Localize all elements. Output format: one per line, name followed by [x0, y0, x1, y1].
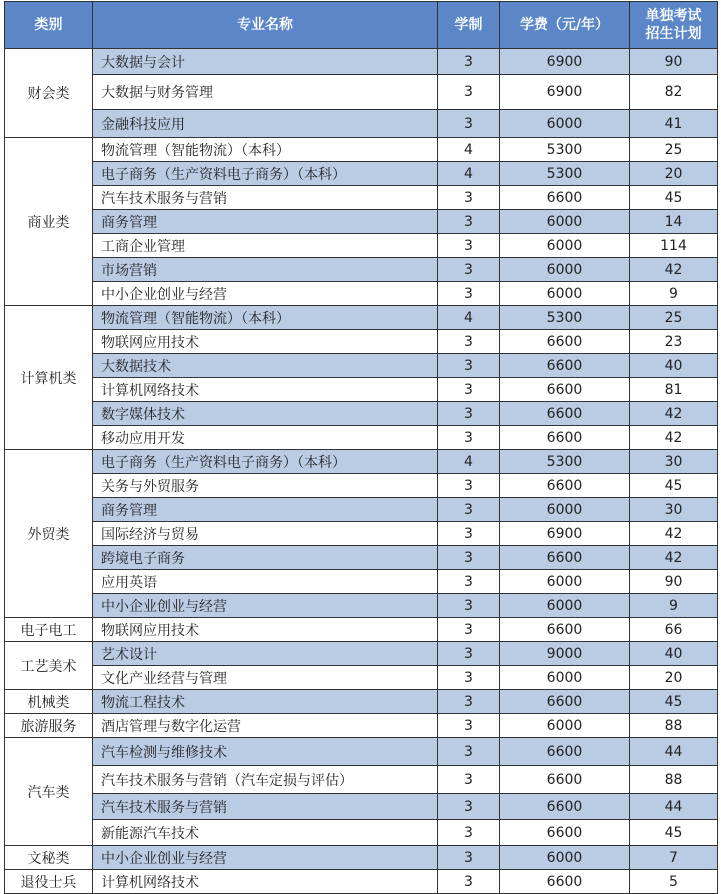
- quota-cell: 40: [630, 642, 718, 666]
- tuition-cell: 6000: [500, 258, 630, 282]
- tuition-cell: 6600: [500, 820, 630, 846]
- quota-cell: 45: [630, 820, 718, 846]
- table-row: [5, 234, 718, 258]
- table-row: [5, 378, 718, 402]
- category-cell: 计算机类: [5, 306, 93, 450]
- header-quota-line2: 招生计划: [645, 26, 702, 42]
- major-cell: 物流管理（智能物流）（本科）: [93, 138, 438, 162]
- years-cell: 3: [438, 820, 500, 846]
- quota-cell: 14: [630, 210, 718, 234]
- table-row: [5, 186, 718, 210]
- quota-cell: 5: [630, 870, 718, 894]
- header-years: 学制: [438, 2, 500, 49]
- tuition-cell: 6000: [500, 846, 630, 870]
- tuition-cell: 6600: [500, 546, 630, 570]
- tuition-cell: 6000: [500, 210, 630, 234]
- years-cell: 3: [438, 690, 500, 714]
- tuition-cell: 6600: [500, 426, 630, 450]
- tuition-cell: 6600: [500, 766, 630, 794]
- quota-cell: 42: [630, 402, 718, 426]
- tuition-cell: 6600: [500, 378, 630, 402]
- category-cell: 退役士兵: [5, 870, 93, 894]
- major-cell: 关务与外贸服务: [93, 474, 438, 498]
- years-cell: 3: [438, 570, 500, 594]
- quota-cell: 114: [630, 234, 718, 258]
- years-cell: 3: [438, 714, 500, 738]
- major-cell: 电子商务（生产资料电子商务）（本科）: [93, 450, 438, 474]
- table-row: [5, 162, 718, 186]
- quota-cell: 20: [630, 666, 718, 690]
- years-cell: 3: [438, 186, 500, 210]
- table-row: [5, 498, 718, 522]
- table-row: [5, 474, 718, 498]
- years-cell: 3: [438, 642, 500, 666]
- tuition-cell: 6900: [500, 75, 630, 110]
- years-cell: 3: [438, 846, 500, 870]
- major-cell: 数字媒体技术: [93, 402, 438, 426]
- tuition-cell: 6600: [500, 330, 630, 354]
- years-cell: 3: [438, 618, 500, 642]
- years-cell: 3: [438, 75, 500, 110]
- tuition-cell: 6600: [500, 618, 630, 642]
- enrollment-plan-table: [4, 1, 718, 894]
- tuition-cell: 5300: [500, 138, 630, 162]
- years-cell: 3: [438, 666, 500, 690]
- table-row: [5, 210, 718, 234]
- years-cell: 3: [438, 330, 500, 354]
- quota-cell: 81: [630, 378, 718, 402]
- major-cell: 大数据与会计: [93, 49, 438, 75]
- table-row: [5, 546, 718, 570]
- tuition-cell: 6000: [500, 594, 630, 618]
- table-row: [5, 666, 718, 690]
- quota-cell: 25: [630, 138, 718, 162]
- category-cell: 电子电工: [5, 618, 93, 642]
- years-cell: 3: [438, 234, 500, 258]
- table-row: [5, 426, 718, 450]
- major-cell: 跨境电子商务: [93, 546, 438, 570]
- quota-cell: 30: [630, 450, 718, 474]
- table-row: [5, 282, 718, 306]
- years-cell: 3: [438, 738, 500, 766]
- years-cell: 3: [438, 282, 500, 306]
- tuition-cell: 6000: [500, 666, 630, 690]
- header-quota: [630, 2, 718, 49]
- tuition-cell: 9000: [500, 642, 630, 666]
- tuition-cell: 6900: [500, 522, 630, 546]
- table-row: [5, 846, 718, 870]
- category-cell: 机械类: [5, 690, 93, 714]
- quota-cell: 42: [630, 546, 718, 570]
- years-cell: 3: [438, 210, 500, 234]
- quota-cell: 45: [630, 186, 718, 210]
- quota-cell: 88: [630, 714, 718, 738]
- tuition-cell: 6600: [500, 794, 630, 820]
- category-cell: 文秘类: [5, 846, 93, 870]
- major-cell: 物流管理（智能物流）（本科）: [93, 306, 438, 330]
- header-category: 类别: [5, 2, 93, 49]
- category-cell: 商业类: [5, 138, 93, 306]
- tuition-cell: 6900: [500, 49, 630, 75]
- quota-cell: 45: [630, 474, 718, 498]
- major-cell: 物联网应用技术: [93, 618, 438, 642]
- major-cell: 中小企业创业与经营: [93, 846, 438, 870]
- table-row: [5, 870, 718, 894]
- quota-cell: 88: [630, 766, 718, 794]
- major-cell: 文化产业经营与管理: [93, 666, 438, 690]
- years-cell: 3: [438, 498, 500, 522]
- quota-cell: 25: [630, 306, 718, 330]
- tuition-cell: 6600: [500, 738, 630, 766]
- years-cell: 4: [438, 450, 500, 474]
- quota-cell: 30: [630, 498, 718, 522]
- quota-cell: 20: [630, 162, 718, 186]
- header-quota-line1: 单独考试: [645, 8, 702, 24]
- years-cell: 3: [438, 402, 500, 426]
- major-cell: 中小企业创业与经营: [93, 594, 438, 618]
- quota-cell: 7: [630, 846, 718, 870]
- category-cell: 旅游服务: [5, 714, 93, 738]
- major-cell: 市场营销: [93, 258, 438, 282]
- major-cell: 金融科技应用: [93, 110, 438, 138]
- years-cell: 3: [438, 110, 500, 138]
- tuition-cell: 5300: [500, 162, 630, 186]
- major-cell: 商务管理: [93, 498, 438, 522]
- category-cell: 工艺美术: [5, 642, 93, 690]
- table-row: [5, 450, 718, 474]
- table-row: [5, 570, 718, 594]
- years-cell: 3: [438, 794, 500, 820]
- years-cell: 3: [438, 258, 500, 282]
- tuition-cell: 6600: [500, 186, 630, 210]
- table-row: [5, 738, 718, 766]
- table-row: [5, 354, 718, 378]
- tuition-cell: 5300: [500, 450, 630, 474]
- years-cell: 3: [438, 766, 500, 794]
- category-cell: 外贸类: [5, 450, 93, 618]
- quota-cell: 23: [630, 330, 718, 354]
- table-body: [5, 49, 718, 894]
- table-row: [5, 794, 718, 820]
- quota-cell: 90: [630, 570, 718, 594]
- quota-cell: 44: [630, 794, 718, 820]
- tuition-cell: 6600: [500, 474, 630, 498]
- header-major: 专业名称: [93, 2, 438, 49]
- quota-cell: 45: [630, 690, 718, 714]
- quota-cell: 42: [630, 426, 718, 450]
- quota-cell: 9: [630, 282, 718, 306]
- tuition-cell: 6000: [500, 234, 630, 258]
- major-cell: 物流工程技术: [93, 690, 438, 714]
- table-row: [5, 714, 718, 738]
- quota-cell: 42: [630, 258, 718, 282]
- years-cell: 3: [438, 474, 500, 498]
- years-cell: 3: [438, 594, 500, 618]
- table-row: [5, 522, 718, 546]
- years-cell: 4: [438, 138, 500, 162]
- quota-cell: 41: [630, 110, 718, 138]
- tuition-cell: 6000: [500, 570, 630, 594]
- years-cell: 3: [438, 546, 500, 570]
- major-cell: 大数据与财务管理: [93, 75, 438, 110]
- tuition-cell: 6600: [500, 870, 630, 894]
- major-cell: 汽车技术服务与营销: [93, 794, 438, 820]
- tuition-cell: 6600: [500, 402, 630, 426]
- years-cell: 3: [438, 522, 500, 546]
- major-cell: 新能源汽车技术: [93, 820, 438, 846]
- table-row: [5, 594, 718, 618]
- major-cell: 工商企业管理: [93, 234, 438, 258]
- table-row: [5, 306, 718, 330]
- tuition-cell: 6600: [500, 690, 630, 714]
- header-tuition: 学费（元/年）: [500, 2, 630, 49]
- table-row: [5, 766, 718, 794]
- table-row: [5, 690, 718, 714]
- table-row: [5, 330, 718, 354]
- major-cell: 计算机网络技术: [93, 378, 438, 402]
- years-cell: 3: [438, 426, 500, 450]
- table-row: [5, 820, 718, 846]
- years-cell: 3: [438, 49, 500, 75]
- major-cell: 汽车技术服务与营销（汽车定损与评估）: [93, 766, 438, 794]
- table-row: [5, 110, 718, 138]
- tuition-cell: 6000: [500, 714, 630, 738]
- major-cell: 应用英语: [93, 570, 438, 594]
- major-cell: 电子商务（生产资料电子商务）（本科）: [93, 162, 438, 186]
- table-row: [5, 49, 718, 75]
- table-row: [5, 258, 718, 282]
- major-cell: 中小企业创业与经营: [93, 282, 438, 306]
- quota-cell: 66: [630, 618, 718, 642]
- tuition-cell: 6000: [500, 110, 630, 138]
- quota-cell: 9: [630, 594, 718, 618]
- major-cell: 酒店管理与数字化运营: [93, 714, 438, 738]
- years-cell: 4: [438, 306, 500, 330]
- years-cell: 3: [438, 354, 500, 378]
- tuition-cell: 6000: [500, 282, 630, 306]
- category-cell: 汽车类: [5, 738, 93, 846]
- table-row: [5, 618, 718, 642]
- table-row: [5, 642, 718, 666]
- table-row: [5, 138, 718, 162]
- major-cell: 计算机网络技术: [93, 870, 438, 894]
- tuition-cell: 5300: [500, 306, 630, 330]
- major-cell: 大数据技术: [93, 354, 438, 378]
- table-row: [5, 75, 718, 110]
- quota-cell: 44: [630, 738, 718, 766]
- major-cell: 艺术设计: [93, 642, 438, 666]
- major-cell: 移动应用开发: [93, 426, 438, 450]
- tuition-cell: 6600: [500, 354, 630, 378]
- years-cell: 3: [438, 378, 500, 402]
- table-header: [5, 2, 718, 49]
- table-row: [5, 402, 718, 426]
- tuition-cell: 6000: [500, 498, 630, 522]
- major-cell: 汽车技术服务与营销: [93, 186, 438, 210]
- quota-cell: 40: [630, 354, 718, 378]
- major-cell: 商务管理: [93, 210, 438, 234]
- major-cell: 物联网应用技术: [93, 330, 438, 354]
- quota-cell: 90: [630, 49, 718, 75]
- quota-cell: 42: [630, 522, 718, 546]
- quota-cell: 82: [630, 75, 718, 110]
- years-cell: 4: [438, 162, 500, 186]
- major-cell: 国际经济与贸易: [93, 522, 438, 546]
- years-cell: 3: [438, 870, 500, 894]
- category-cell: 财会类: [5, 49, 93, 138]
- major-cell: 汽车检测与维修技术: [93, 738, 438, 766]
